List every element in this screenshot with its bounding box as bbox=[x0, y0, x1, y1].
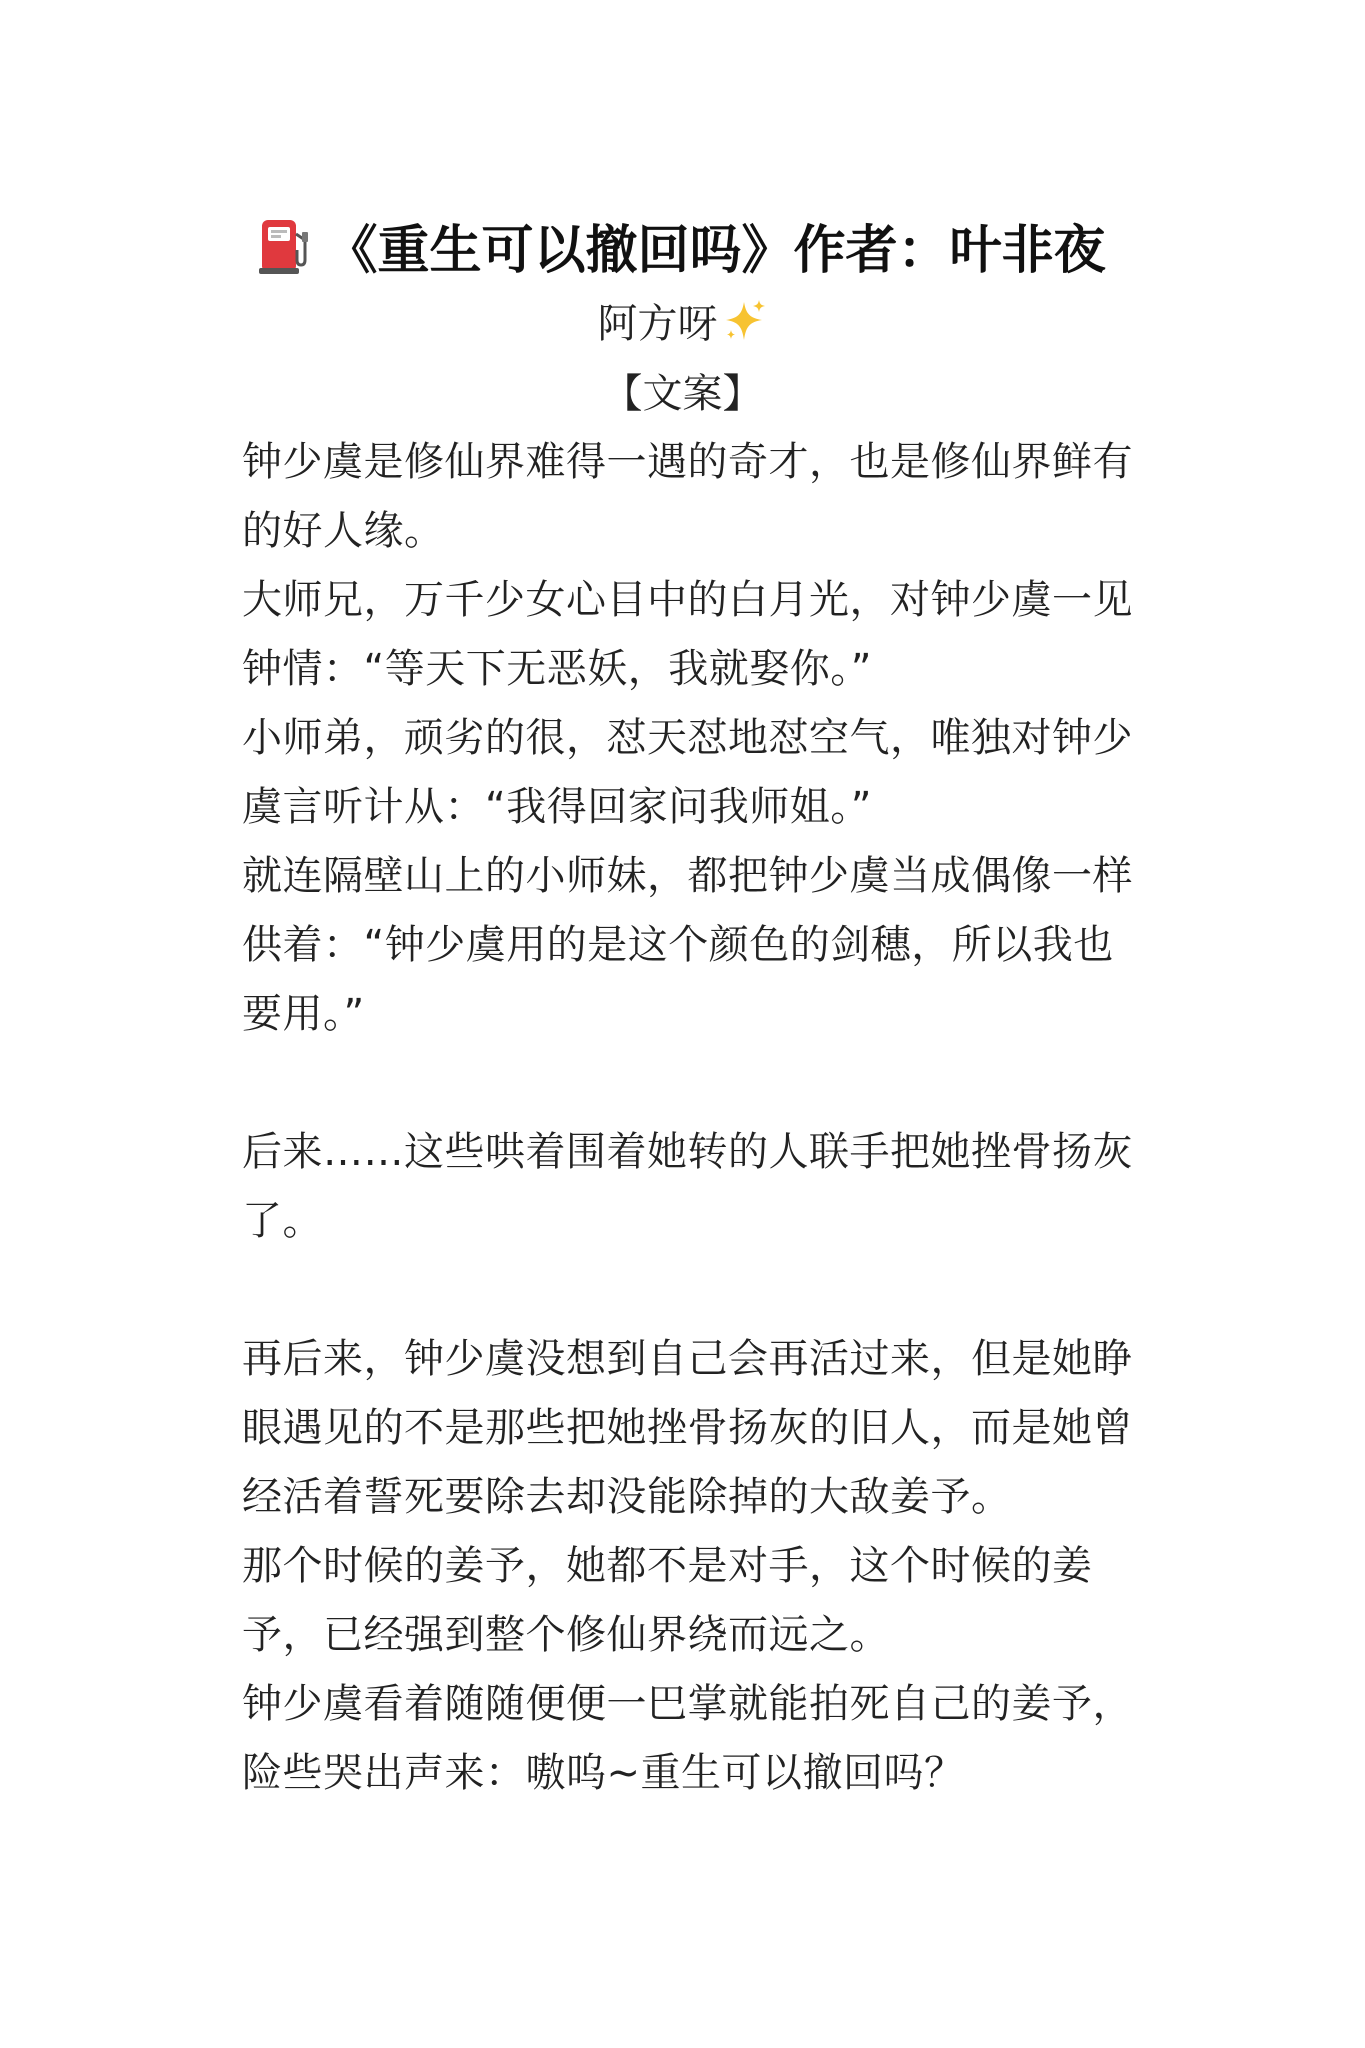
synopsis-line: 经活着誓死要除去却没能除掉的大敌姜予。 bbox=[242, 1474, 1012, 1520]
synopsis-line: 大师兄，万千少女心目中的白月光，对钟少虞一见 bbox=[242, 577, 1133, 623]
synopsis-line: 就连隔壁山上的小师妹，都把钟少虞当成偶像一样 bbox=[242, 853, 1133, 899]
paragraph-gap bbox=[242, 1049, 1142, 1118]
author-row bbox=[0, 292, 1365, 349]
synopsis-line: 小师弟，顽劣的很，怼天怼地怼空气，唯独对钟少 bbox=[242, 715, 1133, 761]
synopsis-line: 险些哭出声来：嗷呜~重生可以撤回吗？ bbox=[242, 1750, 965, 1796]
section-label: 【文案】 bbox=[602, 371, 763, 417]
document-title: 《重生可以撤回吗》作者：叶非夜 bbox=[325, 221, 1106, 281]
synopsis-line: 虞言听计从：“我得回家问我师姐。” bbox=[242, 784, 872, 830]
synopsis-line: 再后来，钟少虞没想到自己会再活过来，但是她睁 bbox=[242, 1336, 1133, 1382]
synopsis-line: 予，已经强到整个修仙界绕而远之。 bbox=[242, 1612, 890, 1658]
synopsis-line: 那个时候的姜予，她都不是对手，这个时候的姜 bbox=[242, 1543, 1093, 1589]
synopsis-line: 要用。” bbox=[242, 991, 365, 1037]
synopsis-line: 的好人缘。 bbox=[242, 508, 445, 554]
synopsis-line: 眼遇见的不是那些把她挫骨扬灰的旧人，而是她曾 bbox=[242, 1405, 1133, 1451]
paragraph-gap bbox=[242, 1256, 1142, 1325]
synopsis-line: 后来……这些哄着围着她转的人联手把她挫骨扬灰 bbox=[242, 1129, 1133, 1175]
synopsis-line: 钟少虞是修仙界难得一遇的奇才，也是修仙界鲜有 bbox=[242, 439, 1133, 485]
synopsis-line: 钟情：“等天下无恶妖，我就娶你。” bbox=[242, 646, 872, 692]
sparkles-icon bbox=[722, 298, 768, 344]
synopsis-body bbox=[242, 428, 1142, 1808]
fuel-pump-icon bbox=[259, 216, 313, 276]
synopsis-line: 供着：“钟少虞用的是这个颜色的剑穗，所以我也 bbox=[242, 922, 1114, 968]
synopsis-line: 了。 bbox=[242, 1198, 323, 1244]
synopsis-line: 钟少虞看着随随便便一巴掌就能拍死自己的姜予， bbox=[242, 1681, 1133, 1727]
author-name: 阿方呀 bbox=[597, 301, 718, 347]
title-row bbox=[0, 208, 1365, 283]
